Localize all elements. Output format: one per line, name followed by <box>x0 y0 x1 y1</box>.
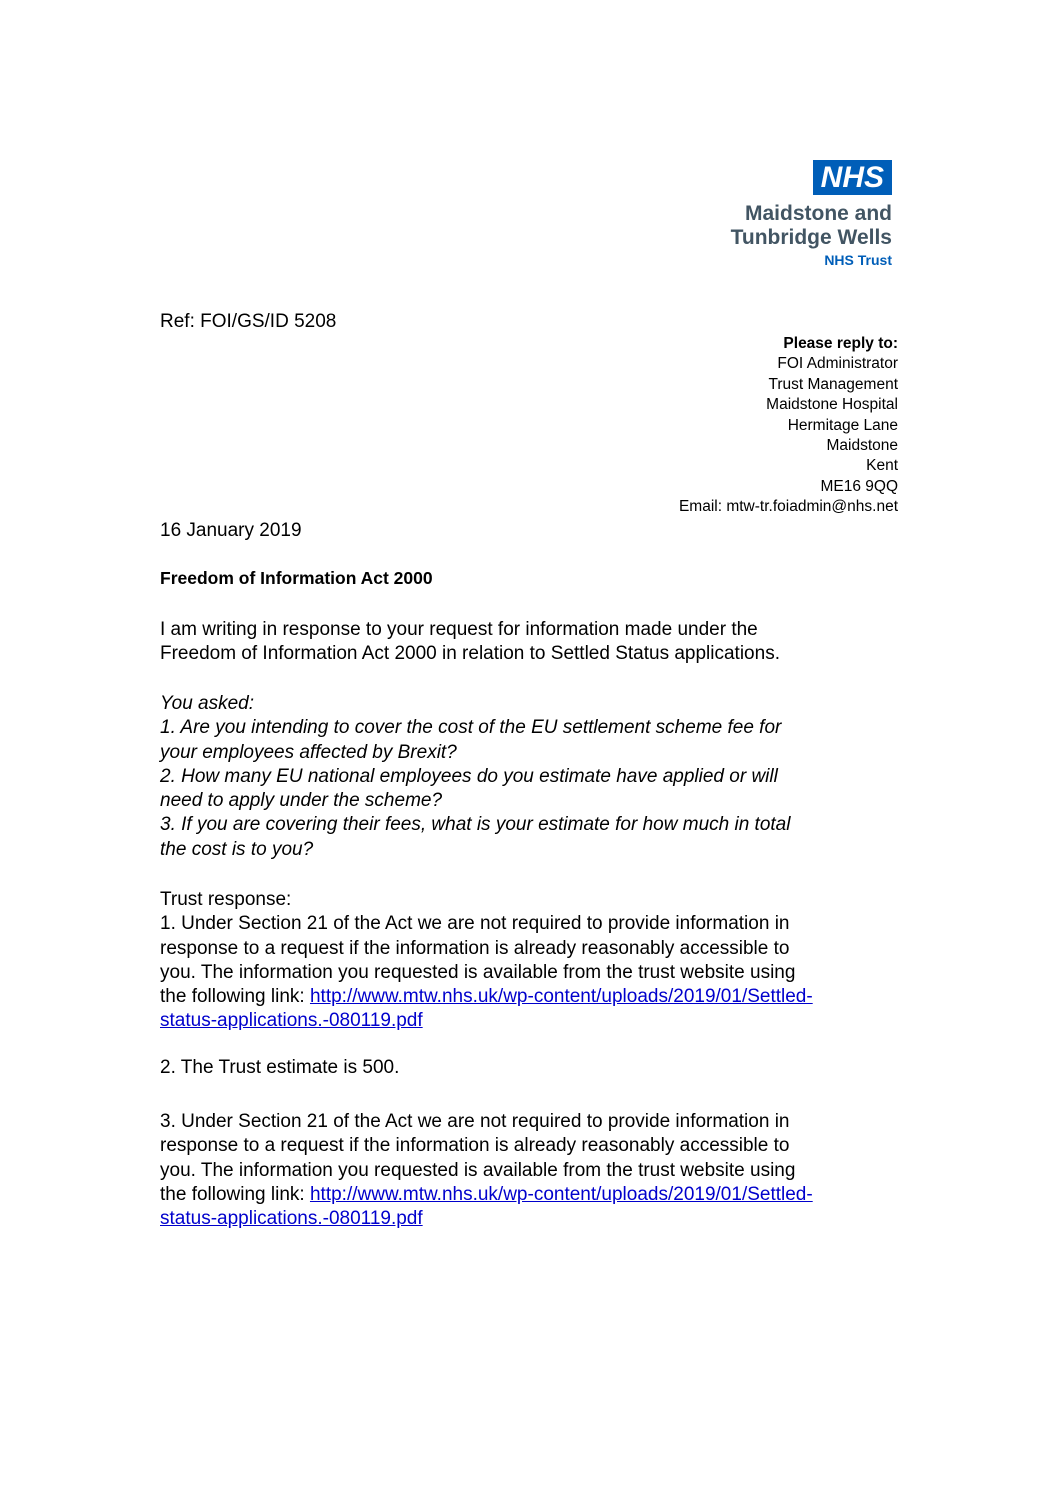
asked-line: your employees affected by Brexit? <box>160 741 457 763</box>
reply-heading: Please reply to: <box>783 335 898 352</box>
response-line: you. The information you requested is available from the trust website using <box>160 961 796 983</box>
nhs-trust-logo <box>702 160 892 269</box>
reply-line: Trust Management <box>768 375 898 393</box>
asked-line: You asked: <box>160 693 255 714</box>
response-link-line <box>160 1183 920 1207</box>
response-link-line <box>160 1207 920 1231</box>
response-line: 1. Under Section 21 of the Act we are not required to provide information in <box>160 913 790 935</box>
reply-address-block <box>679 334 898 518</box>
questions-asked <box>160 692 920 862</box>
intro-paragraph <box>160 618 920 667</box>
reply-line: Hermitage Lane <box>787 416 898 434</box>
response-line: 3. Under Section 21 of the Act we are not required to provide information in <box>160 1111 790 1132</box>
nhs-badge: NHS <box>813 160 892 195</box>
reply-line: ME16 9QQ <box>820 477 898 495</box>
intro-line: I am writing in response to your request for information made under the <box>160 619 758 640</box>
link-prefix: the following link: <box>160 986 310 1008</box>
intro-line: Freedom of Information Act 2000 in relation to Settled Status applications. <box>160 643 780 665</box>
response-heading: Trust response: <box>160 889 292 910</box>
reply-line: Maidstone Hospital <box>766 396 898 414</box>
trust-response-item3 <box>160 1110 920 1231</box>
reference-number: Ref: FOI/GS/ID 5208 <box>160 311 337 332</box>
settled-status-link[interactable]: status-applications.-080119.pdf <box>160 1208 423 1230</box>
org-name-line1: Maidstone and <box>744 202 892 225</box>
settled-status-link[interactable]: status-applications.-080119.pdf <box>160 1010 423 1032</box>
letter-date: 16 January 2019 <box>160 520 302 541</box>
asked-line: the cost is to you? <box>160 838 314 860</box>
trust-response-item2: 2. The Trust estimate is 500. <box>160 1057 400 1078</box>
reply-line: Maidstone <box>826 437 898 455</box>
org-name-line2: Tunbridge Wells <box>730 226 892 249</box>
asked-line: need to apply under the scheme? <box>160 790 443 812</box>
trust-response-item1 <box>160 888 920 1034</box>
response-line: response to a request if the information is already reasonably accessible to <box>160 937 790 959</box>
link-prefix: the following link: <box>160 1183 310 1205</box>
asked-line: 3. If you are covering their fees, what is your estimate for how much in total <box>160 814 791 836</box>
settled-status-link[interactable]: http://www.mtw.nhs.uk/wp-content/uploads/2019/01/Settled- <box>309 1183 813 1205</box>
reply-email: Email: mtw-tr.foiadmin@nhs.net <box>678 498 898 516</box>
asked-line: 1. Are you intending to cover the cost of the EU settlement scheme fee for <box>160 717 782 739</box>
response-link-line <box>160 985 920 1009</box>
response-line: response to a request if the information is already reasonably accessible to <box>160 1135 790 1157</box>
org-name-line3: NHS Trust <box>824 252 892 268</box>
letter-title: Freedom of Information Act 2000 <box>160 568 433 588</box>
response-line: you. The information you requested is available from the trust website using <box>160 1159 796 1181</box>
reply-line: FOI Administrator <box>777 355 898 373</box>
asked-line: 2. How many EU national employees do you estimate have applied or will <box>160 765 778 787</box>
reply-line: Kent <box>866 457 898 475</box>
settled-status-link[interactable]: http://www.mtw.nhs.uk/wp-content/uploads/2019/01/Settled- <box>309 986 813 1008</box>
response-link-line <box>160 1009 920 1033</box>
